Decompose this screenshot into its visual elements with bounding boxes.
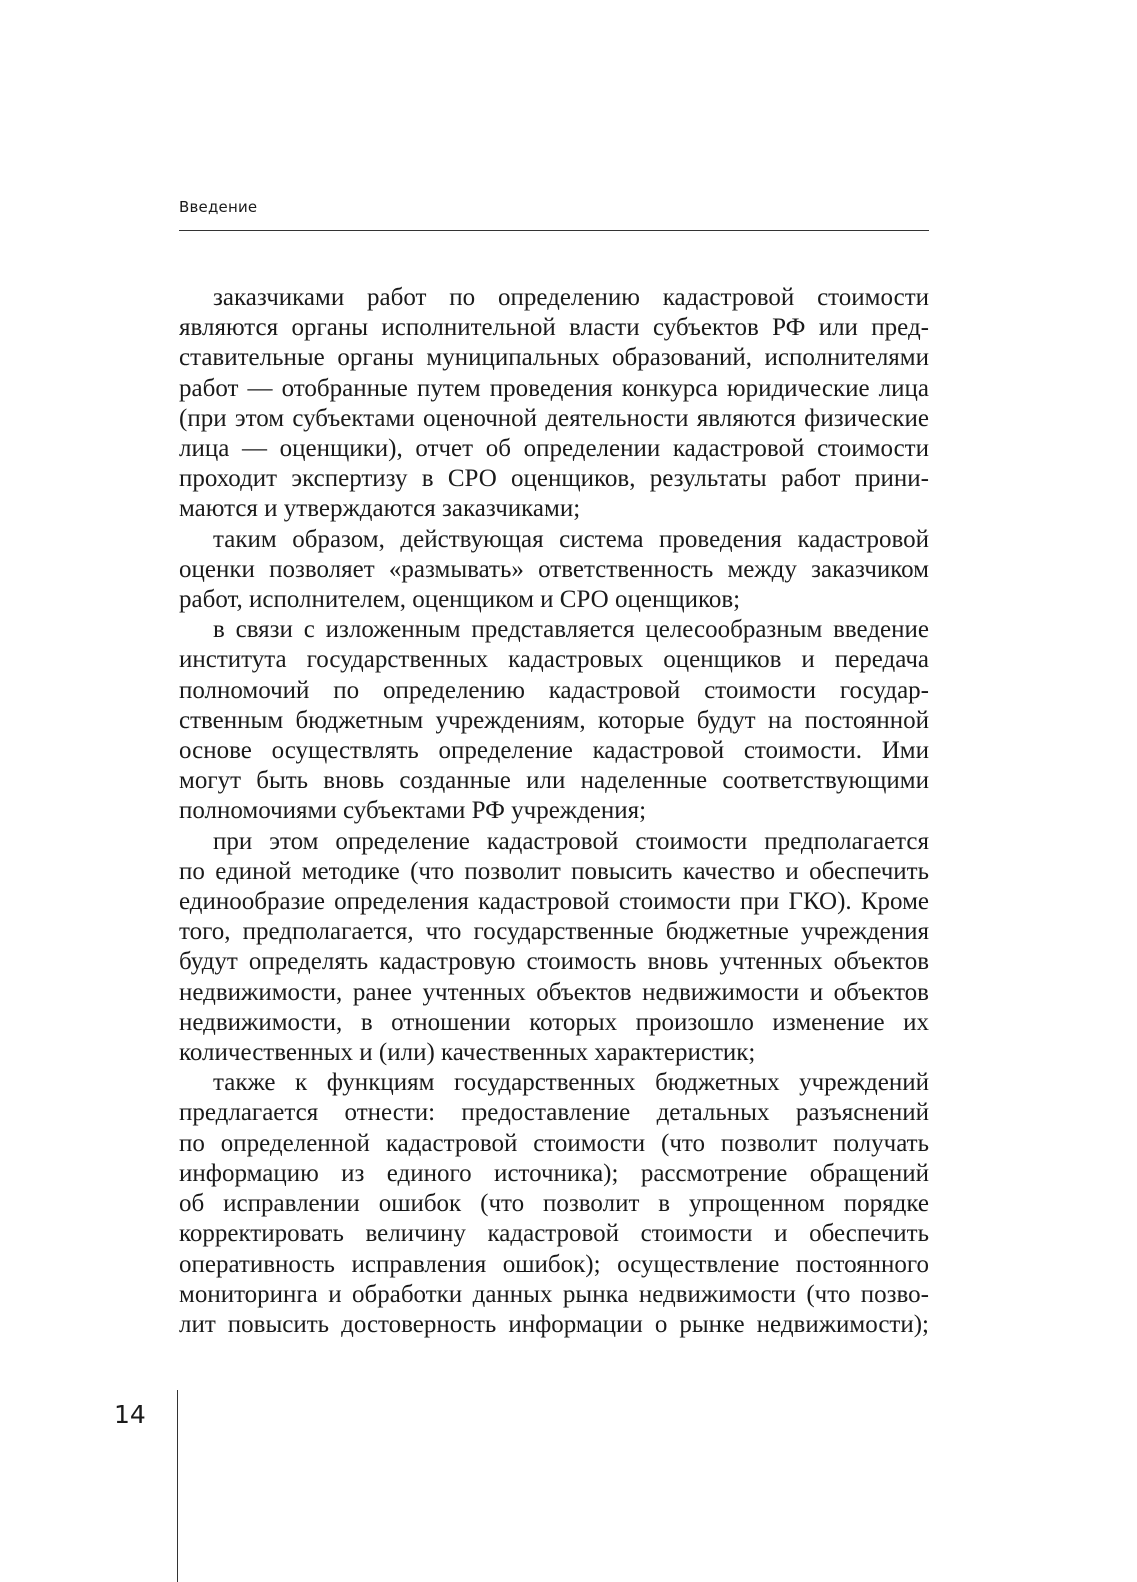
- text-line: в связи с изложенным представляется целесообразным введение: [213, 616, 929, 644]
- text-line: количественных и (или) качественных характеристик;: [179, 1039, 756, 1067]
- text-line: работ — отобранные путем проведения конкурса юридические лица: [179, 374, 929, 402]
- text-line: по определенной кадастровой стоимости (что позволит получать: [179, 1129, 929, 1157]
- body-text: [179, 283, 929, 1340]
- text-line: института государственных кадастровых оценщиков и передача: [179, 646, 929, 674]
- text-line: лица — оценщики), отчет об определении кадастровой стоимости: [179, 435, 929, 463]
- text-line: маются и утверждаются заказчиками;: [179, 495, 581, 523]
- text-line: также к функциям государственных бюджетных учреждений: [213, 1069, 929, 1097]
- text-line: основе осуществлять определение кадастровой стоимости. Ими: [179, 737, 929, 765]
- text-line: по единой методике (что позволит повысить качество и обеспечить: [179, 857, 929, 885]
- text-line: заказчиками работ по определению кадастровой стоимости: [213, 284, 929, 311]
- text-line: (при этом субъектами оценочной деятельности являются физические: [179, 404, 929, 432]
- text-line: оценки позволяет «размывать» ответственность между заказчиком: [179, 555, 929, 583]
- text-line: ственным бюджетным учреждениям, которые будут на постоянной: [179, 706, 929, 734]
- running-header: Введение: [179, 198, 258, 216]
- text-line: полномочий по определению кадастровой стоимости государ-: [179, 676, 929, 704]
- text-line: недвижимости, ранее учтенных объектов недвижимости и объектов: [179, 978, 929, 1006]
- page-number: 14: [114, 1400, 146, 1429]
- text-line: единообразие определения кадастровой стоимости при ГКО). Кроме: [179, 888, 929, 916]
- text-line: об исправлении ошибок (что позволит в упрощенном порядке: [179, 1190, 929, 1218]
- margin-rule: [177, 1390, 178, 1582]
- text-line: будут определять кадастровую стоимость вновь учтенных объектов: [179, 948, 929, 976]
- text-line: могут быть вновь созданные или наделенные соответствующими: [179, 767, 929, 795]
- text-line: ставительные органы муниципальных образований, исполнителями: [179, 344, 929, 372]
- text-line: лит повысить достоверность информации о рынке недвижимости);: [179, 1310, 929, 1338]
- header-rule: [179, 230, 929, 231]
- text-line: таким образом, действующая система проведения кадастровой: [213, 525, 929, 553]
- text-line: при этом определение кадастровой стоимости предполагается: [213, 827, 929, 855]
- text-line: проходит экспертизу в СРО оценщиков, результаты работ прини-: [179, 465, 929, 493]
- text-line: недвижимости, в отношении которых произошло изменение их: [179, 1008, 929, 1036]
- text-line: предлагается отнести: предоставление детальных разъяснений: [179, 1099, 929, 1127]
- text-line: того, предполагается, что государственные бюджетные учреждения: [179, 918, 929, 946]
- text-line: оперативность исправления ошибок); осуществление постоянного: [179, 1250, 929, 1278]
- text-line: информацию из единого источника); рассмотрение обращений: [179, 1159, 929, 1187]
- text-line: являются органы исполнительной власти субъектов РФ или пред-: [179, 314, 929, 342]
- text-line: мониторинга и обработки данных рынка недвижимости (что позво-: [179, 1280, 929, 1308]
- text-line: работ, исполнителем, оценщиком и СРО оценщиков;: [179, 586, 741, 614]
- text-line: полномочиями субъектами РФ учреждения;: [179, 797, 647, 825]
- text-line: корректировать величину кадастровой стоимости и обеспечить: [179, 1220, 929, 1248]
